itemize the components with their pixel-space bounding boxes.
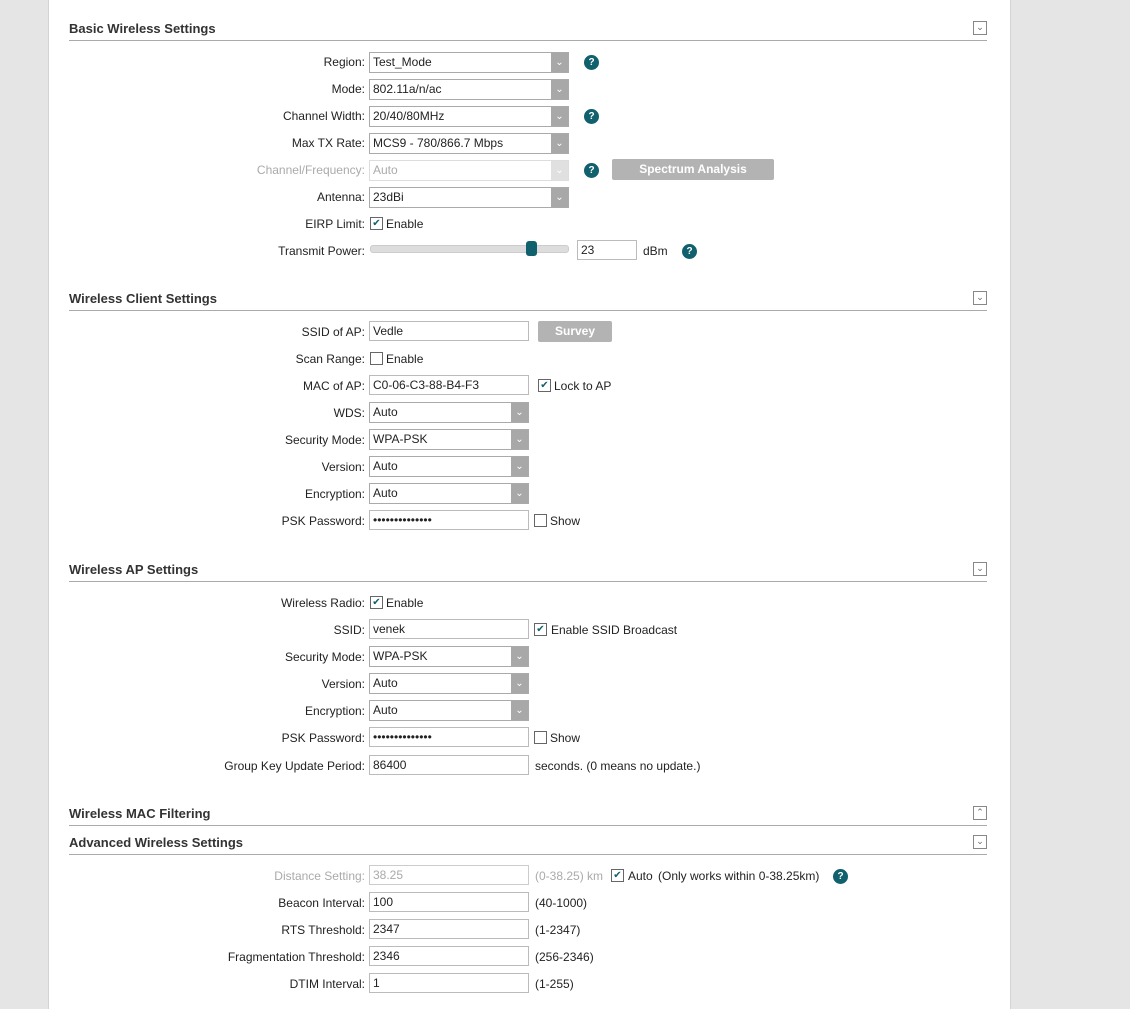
beacon-interval-range: (40-1000) xyxy=(535,896,588,910)
chevron-down-icon: ⌄ xyxy=(511,647,528,666)
chevron-down-icon: ⌄ xyxy=(511,403,528,422)
dtim-interval-label: DTIM Interval: xyxy=(289,977,365,991)
ap-ssid-label: SSID: xyxy=(333,623,365,637)
channel-width-value: 20/40/80MHz xyxy=(373,109,445,123)
beacon-interval-label: Beacon Interval: xyxy=(278,896,365,910)
slider-handle[interactable] xyxy=(526,241,537,256)
wds-label: WDS: xyxy=(333,406,365,420)
ap-show-password-checkbox[interactable] xyxy=(534,731,547,744)
fragmentation-threshold-input[interactable]: 2346 xyxy=(369,946,529,966)
rts-threshold-label: RTS Threshold: xyxy=(281,923,365,937)
ap-security-mode-select[interactable] xyxy=(369,646,529,667)
ap-psk-password-input[interactable]: •••••••••••••• xyxy=(369,727,529,747)
section-divider xyxy=(69,310,987,311)
channel-frequency-value: Auto xyxy=(373,163,398,177)
mode-value: 802.11a/n/ac xyxy=(373,82,442,96)
channel-frequency-select xyxy=(369,160,569,181)
client-psk-password-label: PSK Password: xyxy=(281,514,365,528)
expand-icon[interactable]: ⌃ xyxy=(973,806,987,820)
chevron-down-icon: ⌄ xyxy=(511,674,528,693)
eirp-enable-label: Enable xyxy=(386,217,424,231)
fragmentation-threshold-label: Fragmentation Threshold: xyxy=(227,950,365,964)
collapse-icon[interactable]: ⌄ xyxy=(973,562,987,576)
settings-panel xyxy=(48,0,1011,1009)
mode-select[interactable] xyxy=(369,79,569,100)
chevron-down-icon: ⌄ xyxy=(551,134,568,153)
client-security-mode-label: Security Mode: xyxy=(284,433,365,447)
chevron-down-icon: ⌄ xyxy=(551,107,568,126)
transmit-power-slider[interactable] xyxy=(370,245,569,253)
collapse-icon[interactable]: ⌄ xyxy=(973,291,987,305)
beacon-interval-input[interactable]: 100 xyxy=(369,892,529,912)
region-label: Region: xyxy=(323,55,365,69)
client-security-mode-select[interactable] xyxy=(369,429,529,450)
region-value: Test_Mode xyxy=(373,55,432,69)
section-divider xyxy=(69,854,987,855)
transmit-power-label: Transmit Power: xyxy=(278,244,365,258)
ap-show-password-label: Show xyxy=(550,731,581,745)
wireless-radio-checkbox[interactable]: ✔ xyxy=(370,596,383,609)
group-key-label: Group Key Update Period: xyxy=(224,759,365,773)
antenna-label: Antenna: xyxy=(316,190,365,204)
survey-button[interactable]: Survey xyxy=(538,321,612,342)
distance-setting-input: 38.25 xyxy=(369,865,529,885)
lock-to-ap-checkbox[interactable]: ✔ xyxy=(538,379,551,392)
max-tx-label: Max TX Rate: xyxy=(291,136,365,150)
mac-filter-section-title: Wireless MAC Filtering xyxy=(69,806,211,821)
client-version-label: Version: xyxy=(321,460,365,474)
ap-version-select[interactable] xyxy=(369,673,529,694)
ap-encryption-value: Auto xyxy=(373,703,398,717)
client-show-password-checkbox[interactable] xyxy=(534,514,547,527)
client-show-password-label: Show xyxy=(550,514,581,528)
ap-ssid-input[interactable]: venek xyxy=(369,619,529,639)
distance-auto-note: (Only works within 0-38.25km) xyxy=(658,869,820,883)
client-section-title: Wireless Client Settings xyxy=(69,291,217,306)
group-key-note: seconds. (0 means no update.) xyxy=(535,759,701,773)
chevron-down-icon: ⌄ xyxy=(551,188,568,207)
ssid-broadcast-checkbox[interactable]: ✔ xyxy=(534,623,547,636)
section-divider xyxy=(69,825,987,826)
antenna-value: 23dBi xyxy=(373,190,404,204)
chevron-down-icon: ⌄ xyxy=(511,484,528,503)
chevron-down-icon: ⌄ xyxy=(511,701,528,720)
rts-threshold-input[interactable]: 2347 xyxy=(369,919,529,939)
group-key-input[interactable]: 86400 xyxy=(369,755,529,775)
help-icon[interactable]: ? xyxy=(584,55,599,70)
collapse-icon[interactable]: ⌄ xyxy=(973,21,987,35)
collapse-icon[interactable]: ⌄ xyxy=(973,835,987,849)
ap-security-mode-value: WPA-PSK xyxy=(373,649,428,663)
distance-setting-label: Distance Setting: xyxy=(274,869,365,883)
spectrum-analysis-button[interactable]: Spectrum Analysis xyxy=(612,159,774,180)
mac-of-ap-input[interactable]: C0-06-C3-88-B4-F3 xyxy=(369,375,529,395)
scan-range-checkbox[interactable] xyxy=(370,352,383,365)
region-select[interactable] xyxy=(369,52,569,73)
wireless-radio-label: Wireless Radio: xyxy=(280,596,365,610)
rts-threshold-range: (1-2347) xyxy=(535,923,581,937)
distance-auto-label: Auto xyxy=(628,869,653,883)
client-encryption-label: Encryption: xyxy=(304,487,365,501)
client-encryption-select[interactable] xyxy=(369,483,529,504)
chevron-down-icon: ⌄ xyxy=(551,80,568,99)
channel-frequency-label: Channel/Frequency: xyxy=(256,163,365,177)
ap-version-label: Version: xyxy=(321,677,365,691)
chevron-down-icon: ⌄ xyxy=(551,53,568,72)
eirp-enable-checkbox[interactable]: ✔ xyxy=(370,217,383,230)
max-tx-select[interactable] xyxy=(369,133,569,154)
ap-encryption-select[interactable] xyxy=(369,700,529,721)
mac-of-ap-label: MAC of AP: xyxy=(302,379,365,393)
client-psk-password-input[interactable]: •••••••••••••• xyxy=(369,510,529,530)
client-encryption-value: Auto xyxy=(373,486,398,500)
fragmentation-threshold-range: (256-2346) xyxy=(535,950,594,964)
antenna-select[interactable] xyxy=(369,187,569,208)
wireless-radio-enable-label: Enable xyxy=(386,596,424,610)
client-security-mode-value: WPA-PSK xyxy=(373,432,428,446)
chevron-down-icon: ⌄ xyxy=(511,457,528,476)
help-icon[interactable]: ? xyxy=(682,244,697,259)
ap-psk-password-label: PSK Password: xyxy=(281,731,365,745)
chevron-down-icon: ⌄ xyxy=(551,161,568,180)
mode-label: Mode: xyxy=(331,82,365,96)
ap-encryption-label: Encryption: xyxy=(304,704,365,718)
ssid-of-ap-input[interactable]: Vedle xyxy=(369,321,529,341)
ap-version-value: Auto xyxy=(373,676,398,690)
advanced-section-title: Advanced Wireless Settings xyxy=(69,835,243,850)
transmit-power-input[interactable]: 23 xyxy=(577,240,637,260)
scan-range-label: Scan Range: xyxy=(295,352,365,366)
ssid-of-ap-label: SSID of AP: xyxy=(301,325,365,339)
wds-value: Auto xyxy=(373,405,398,419)
ap-section-title: Wireless AP Settings xyxy=(69,562,199,577)
basic-section-title: Basic Wireless Settings xyxy=(69,21,216,36)
eirp-limit-label: EIRP Limit: xyxy=(305,217,365,231)
dtim-interval-range: (1-255) xyxy=(535,977,574,991)
channel-width-select[interactable] xyxy=(369,106,569,127)
client-version-select[interactable] xyxy=(369,456,529,477)
dtim-interval-input[interactable]: 1 xyxy=(369,973,529,993)
ssid-broadcast-label: Enable SSID Broadcast xyxy=(551,623,678,637)
channel-width-label: Channel Width: xyxy=(282,109,365,123)
scan-range-enable-label: Enable xyxy=(386,352,424,366)
transmit-power-unit: dBm xyxy=(643,244,668,258)
help-icon[interactable]: ? xyxy=(584,163,599,178)
section-divider xyxy=(69,40,987,41)
distance-range: (0-38.25) km xyxy=(535,869,604,883)
distance-auto-checkbox[interactable]: ✔ xyxy=(611,869,624,882)
max-tx-value: MCS9 - 780/866.7 Mbps xyxy=(373,136,504,150)
lock-to-ap-label: Lock to AP xyxy=(554,379,612,393)
chevron-down-icon: ⌄ xyxy=(511,430,528,449)
ap-security-mode-label: Security Mode: xyxy=(284,650,365,664)
help-icon[interactable]: ? xyxy=(833,869,848,884)
wds-select[interactable] xyxy=(369,402,529,423)
help-icon[interactable]: ? xyxy=(584,109,599,124)
client-version-value: Auto xyxy=(373,459,398,473)
section-divider xyxy=(69,581,987,582)
